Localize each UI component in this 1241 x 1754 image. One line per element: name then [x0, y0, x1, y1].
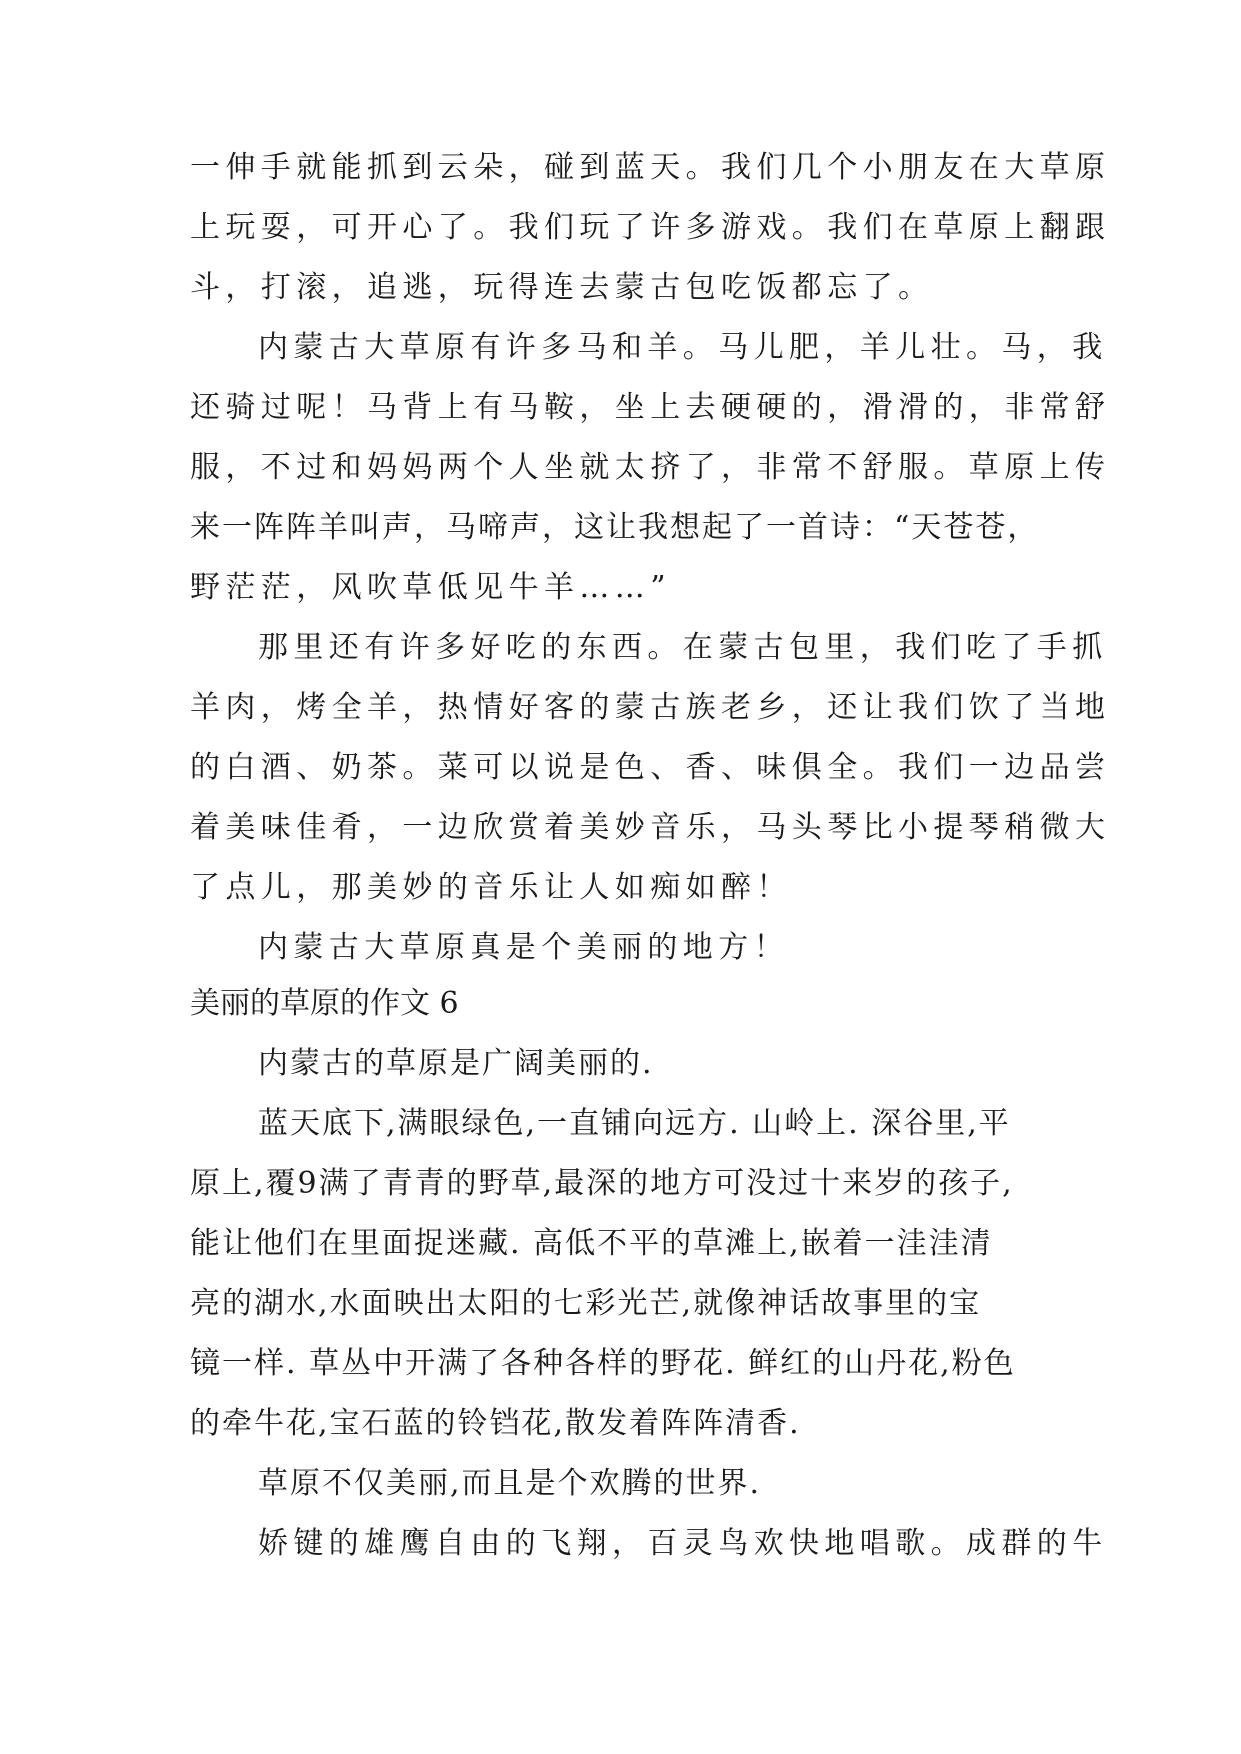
text-line: 斗，打滚，追逃，玩得连去蒙古包吃饭都忘了。: [190, 270, 934, 305]
text-line: 羊肉，烤全羊，热情好客的蒙古族老乡，还让我们饮了当地: [190, 690, 1111, 725]
section-heading: 美丽的草原的作文 6: [190, 986, 459, 1021]
paragraph-first-line: 内蒙古大草原真是个美丽的地方！: [258, 930, 789, 965]
text-line: 能让他们在里面捉迷藏. 高低不平的草滩上,嵌着一洼洼清: [190, 1226, 993, 1261]
paragraph-first-line: 那里还有许多好吃的东西。在蒙古包里，我们吃了手抓: [258, 630, 1108, 665]
text-line: 野茫茫，风吹草低见牛羊……”: [190, 570, 671, 605]
text-line: 还骑过呢！马背上有马鞍，坐上去硬硬的，滑滑的，非常舒: [190, 390, 1111, 425]
text-line: 着美味佳肴，一边欣赏着美妙音乐，马头琴比小提琴稍微大: [190, 810, 1111, 845]
text-line: 来一阵阵羊叫声，马啼声，这让我想起了一首诗：“天苍苍，: [190, 510, 1040, 545]
paragraph-first-line: 草原不仅美丽,而且是个欢腾的世界.: [258, 1466, 762, 1501]
text-line: 的白酒、奶茶。菜可以说是色、香、味俱全。我们一边品尝: [190, 750, 1111, 785]
text-line: 的牵牛花,宝石蓝的铃铛花,散发着阵阵清香.: [190, 1406, 801, 1441]
text-line: 一伸手就能抓到云朵，碰到蓝天。我们几个小朋友在大草原: [190, 150, 1111, 185]
text-line: 上玩耍，可开心了。我们玩了许多游戏。我们在草原上翻跟: [190, 210, 1111, 245]
text-line: 镜一样. 草丛中开满了各种各样的野花. 鲜红的山丹花,粉色: [190, 1346, 1016, 1381]
paragraph-first-line: 蓝天底下,满眼绿色,一直铺向远方. 山岭上. 深谷里,平: [258, 1106, 1011, 1141]
text-line: 亮的湖水,水面映出太阳的七彩光芒,就像神话故事里的宝: [190, 1286, 982, 1321]
text-line: 原上,覆9满了青青的野草,最深的地方可没过十来岁的孩子,: [190, 1166, 1014, 1201]
text-line: 服，不过和妈妈两个人坐就太挤了，非常不舒服。草原上传: [190, 450, 1111, 485]
paragraph-first-line: 内蒙古大草原有许多马和羊。马儿肥，羊儿壮。马，我: [258, 330, 1108, 365]
paragraph-first-line: 娇键的雄鹰自由的飞翔，百灵鸟欢快地唱歌。成群的牛: [258, 1526, 1108, 1561]
paragraph-first-line: 内蒙古的草原是广阔美丽的.: [258, 1046, 654, 1081]
text-line: 了点儿，那美妙的音乐让人如痴如醉！: [190, 870, 792, 905]
